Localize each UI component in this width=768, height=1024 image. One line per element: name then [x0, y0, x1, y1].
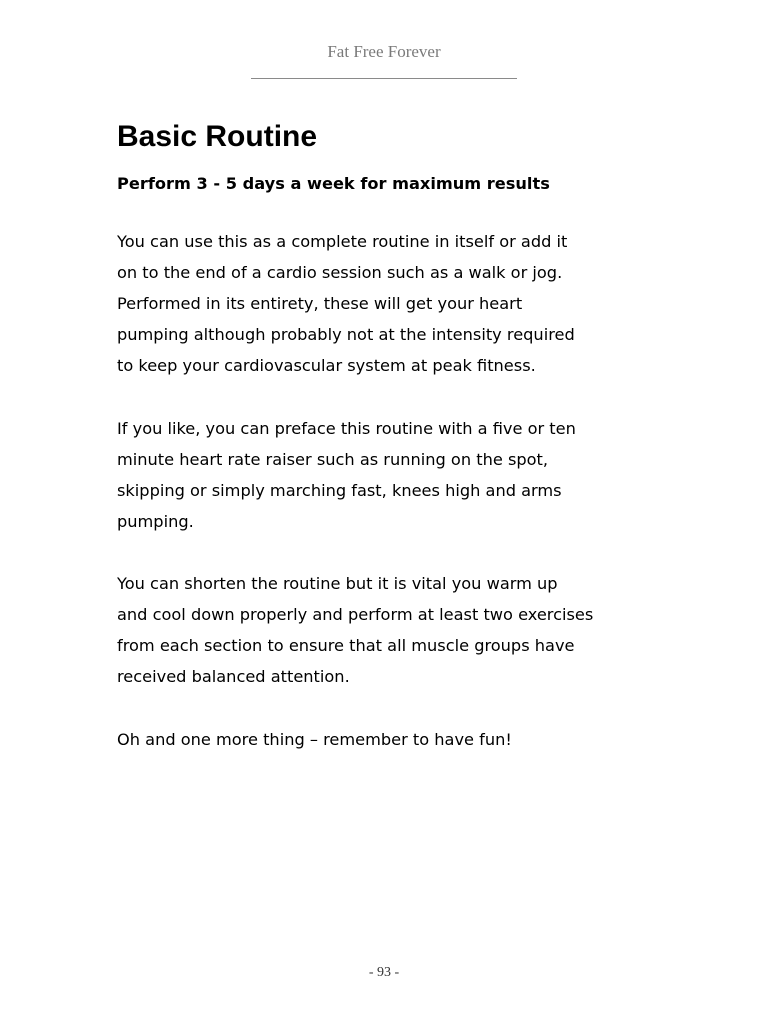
- page-subtitle: Perform 3 - 5 days a week for maximum results: [117, 174, 550, 193]
- body-paragraph-1: You can use this as a complete routine in itself or add it on to the end of a cardio session such as a walk or jog. Performed in its entirety, these will get your heart pumping although probably not at the intensity required to keep your cardiovascular system at peak fitness.: [117, 232, 575, 375]
- page-number: - 93 -: [368, 965, 400, 980]
- body-paragraph-3: You can shorten the routine but it is vital you warm up and cool down properly and perform at least two exercises from each section to ensure that all muscle groups have received balanced attention.: [117, 574, 594, 686]
- page-title: Basic Routine: [117, 120, 318, 153]
- running-header: Fat Free Forever: [327, 42, 441, 61]
- header-divider: [251, 78, 517, 79]
- body-paragraph-4: Oh and one more thing – remember to have fun!: [117, 730, 512, 749]
- body-paragraph-2: If you like, you can preface this routine with a five or ten minute heart rate raiser such as running on the spot, skipping or simply marching fast, knees high and arms pumping.: [117, 419, 576, 531]
